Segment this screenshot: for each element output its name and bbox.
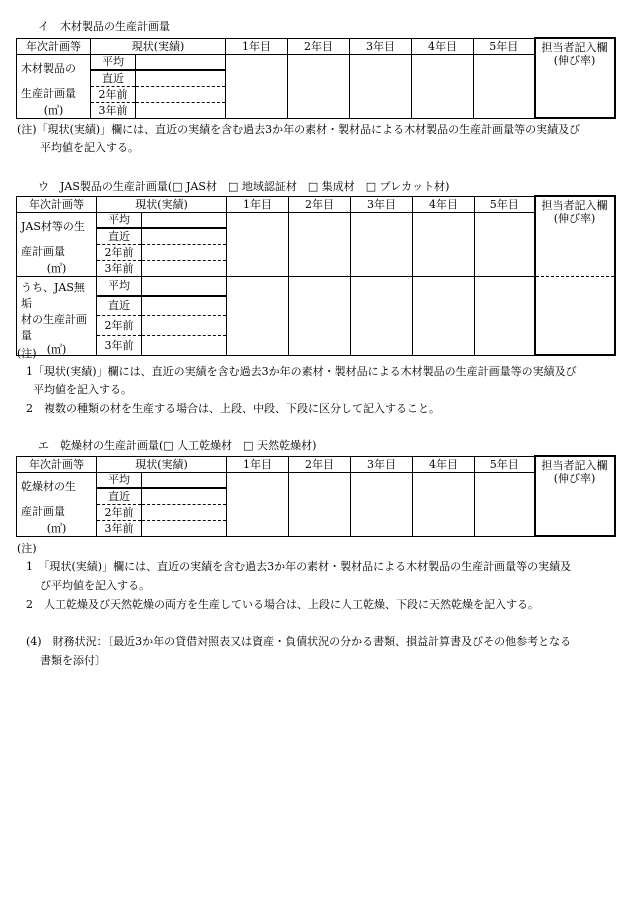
header-current-results: 現状(実績) [97,196,227,212]
sub-row-3-years-ago: 3年前 [91,102,136,118]
header-year-4: 4年目 [412,38,474,54]
cell-year-1[interactable] [226,54,288,118]
value-latest[interactable] [136,70,226,86]
staff-entry-cell[interactable] [535,276,615,355]
row-label-dried-wood [17,472,97,536]
row-label-unit: (㎥) [46,261,67,275]
sub-row-latest: 直近 [91,70,136,86]
section-e-table [16,455,616,537]
header-year-2: 2年目 [288,38,350,54]
value-average[interactable] [142,212,227,228]
section-u-note-2: 2 複数の種類の材を生産する場合は、上段、中段、下段に区分して記入すること。 [26,402,440,415]
cell-year-1[interactable] [227,472,289,536]
header-year-4: 4年目 [413,196,475,212]
row-label-line: 材の生産計画 [21,312,87,326]
staff-entry-column: 担当者記入欄 (伸び率) [535,456,615,536]
cell-year-4[interactable] [412,54,474,118]
value-latest[interactable] [142,488,227,504]
sub-row-3-years-ago: 3年前 [97,335,142,355]
section-i-title: イ 木材製品の生産計画量 [38,20,170,33]
row-label-line: JAS材等の生 [21,219,85,233]
header-year-1: 1年目 [227,196,289,212]
cell-year-2[interactable] [289,276,351,355]
row-label-unit: (㎥) [46,521,67,535]
section-e-title: エ 乾燥材の生産計画量(□ 人工乾燥材 □ 天然乾燥材) [38,439,317,452]
cell-year-3[interactable] [350,54,412,118]
header-year-3: 3年目 [351,196,413,212]
sub-row-3-years-ago: 3年前 [97,520,142,536]
header-year-1: 1年目 [227,456,289,472]
section-u-note-1: 1「現状(実績)」欄には、直近の実績を含む過去3か年の素材・製材品による木材製品の生産計画量等の実績及び [26,365,577,378]
staff-entry-column: 担当者記入欄 (伸び率) [535,38,615,118]
sub-row-2-years-ago: 2年前 [97,504,142,520]
value-2-years-ago[interactable] [142,504,227,520]
row-label-line: 乾燥材の生 [21,479,76,493]
value-average[interactable] [136,54,226,70]
section-i-table [16,37,616,119]
cell-year-4[interactable] [413,472,475,536]
section-e-note-1-cont: び平均値を記入する。 [40,579,150,592]
cell-year-2[interactable] [289,212,351,276]
sub-row-latest: 直近 [97,488,142,504]
sub-row-average: 平均 [97,212,142,228]
header-year-2: 2年目 [289,456,351,472]
row-label-line: 量 [21,328,32,342]
value-3-years-ago[interactable] [142,520,227,536]
section-e-note-2: 2 人工乾燥及び天然乾燥の両方を生産している場合は、上段に人工乾燥、下段に天然乾燥を記入する。 [26,598,539,611]
cell-year-5[interactable] [475,212,535,276]
sub-row-average: 平均 [97,472,142,488]
sub-row-average: 平均 [91,54,136,70]
header-year-3: 3年目 [351,456,413,472]
header-year-plan: 年次計画等 [17,196,97,212]
row-label-line: 産計画量 [21,504,65,518]
section-u-table [16,195,616,356]
cell-year-5[interactable] [475,276,535,355]
value-3-years-ago[interactable] [142,335,227,355]
header-year-2: 2年目 [289,196,351,212]
row-label-unit: (㎥) [43,103,64,117]
section-u-note-head: (注) [17,347,37,360]
header-year-5: 5年目 [474,38,535,54]
section-u-title: ウ JAS製品の生産計画量(□ JAS材 □ 地域認証材 □ 集成材 □ プレカット材) [38,180,450,193]
row-label-line: 生産計画量 [21,86,76,100]
header-year-4: 4年目 [413,456,475,472]
row-label-jas-solid-wood [17,276,97,355]
section-e-note-1: 1 「現状(実績)」欄には、直近の実績を含む過去3か年の素材・製材品による木材製品の生産計画量等の実績及 [26,560,572,573]
section-i-note: (注)「現状(実績)」欄には、直近の実績を含む過去3か年の素材・製材品による木材製品の生産計画量等の実績及び [17,123,581,136]
financial-status-line-2: 書類を添付〕 [40,654,106,667]
value-2-years-ago[interactable] [142,316,227,336]
row-label-line: 木材製品の [21,61,76,75]
value-2-years-ago[interactable] [142,244,227,260]
staff-entry-column: 担当者記入欄 (伸び率) [535,196,615,276]
header-year-plan: 年次計画等 [17,456,97,472]
sub-row-average: 平均 [97,276,142,296]
financial-status-line-1: (4) 財務状況：〔最近3か年の貸借対照表又は資産・負債状況の分かる書類、損益計算書及びその他参考となる [26,635,572,648]
section-e-note-head: (注) [17,542,37,555]
value-average[interactable] [142,472,227,488]
row-label-line: うち、JAS無垢 [21,280,85,310]
row-label-jas-products [17,212,97,276]
header-year-5: 5年目 [475,196,535,212]
sub-row-3-years-ago: 3年前 [97,260,142,276]
sub-row-2-years-ago: 2年前 [97,244,142,260]
row-label-wood-products [17,54,91,118]
cell-year-4[interactable] [413,276,475,355]
header-year-3: 3年目 [350,38,412,54]
cell-year-5[interactable] [475,472,535,536]
cell-year-1[interactable] [227,276,289,355]
sub-row-2-years-ago: 2年前 [97,316,142,336]
header-year-5: 5年目 [475,456,535,472]
value-latest[interactable] [142,228,227,244]
cell-year-3[interactable] [351,212,413,276]
section-i-note-cont: 平均値を記入する。 [40,141,139,154]
sub-row-latest: 直近 [97,228,142,244]
header-year-1: 1年目 [226,38,288,54]
header-current-results: 現状(実績) [97,456,227,472]
row-label-unit: (㎥) [46,342,67,355]
cell-year-2[interactable] [289,472,351,536]
header-year-plan: 年次計画等 [17,38,91,54]
cell-year-5[interactable] [474,54,535,118]
sub-row-latest: 直近 [97,296,142,316]
header-current-results: 現状(実績) [91,38,226,54]
value-average[interactable] [142,276,227,296]
cell-year-2[interactable] [288,54,350,118]
cell-year-3[interactable] [351,276,413,355]
cell-year-1[interactable] [227,212,289,276]
row-label-line: 産計画量 [21,244,65,258]
sub-row-2-years-ago: 2年前 [91,86,136,102]
value-latest[interactable] [142,296,227,316]
section-u-note-1-cont: 平均値を記入する。 [33,383,132,396]
value-3-years-ago[interactable] [142,260,227,276]
cell-year-4[interactable] [413,212,475,276]
value-2-years-ago[interactable] [136,86,226,102]
cell-year-3[interactable] [351,472,413,536]
value-3-years-ago[interactable] [136,102,226,118]
